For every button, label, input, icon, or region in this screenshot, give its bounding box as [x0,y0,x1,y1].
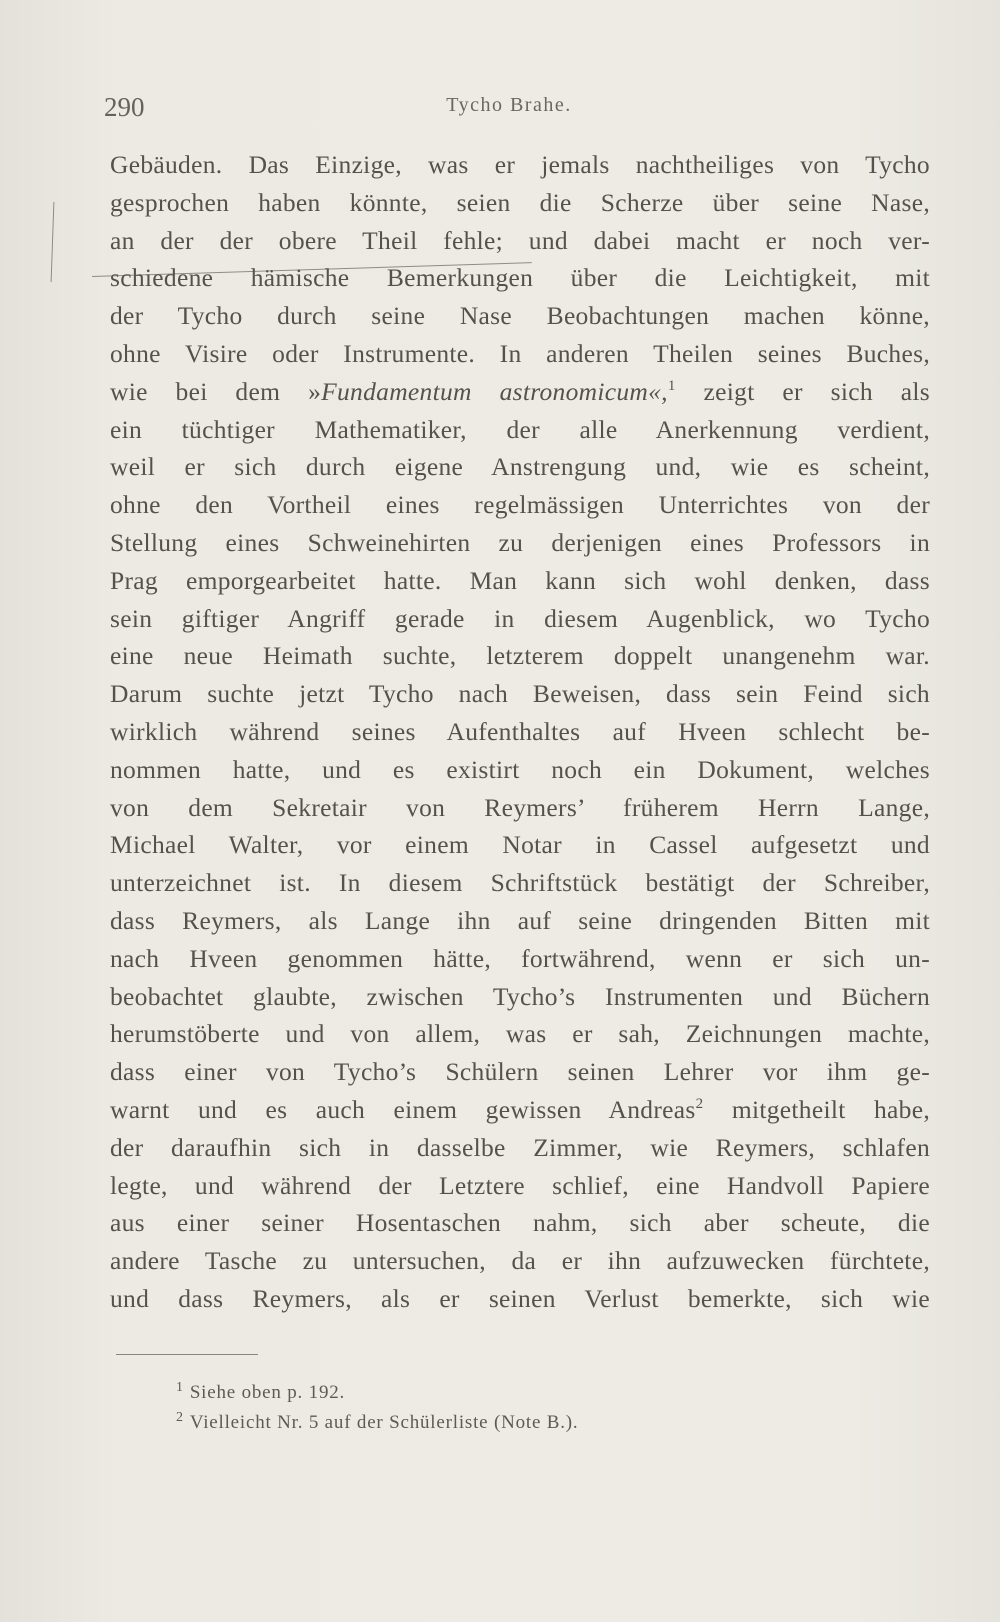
text-line: ein tüchtiger Mathematiker, der alle Anerkennung verdient, [110,414,930,444]
footnote-text: Vielleicht Nr. 5 auf der Schülerliste (Note B.). [189,1412,579,1433]
text-line: ohne den Vortheil eines regelmässigen Unterrichtes von der [110,490,930,520]
text-line [110,1091,930,1129]
text-segment: warnt und es auch einem gewissen Andreas [110,1094,696,1124]
footnote-reference: 1 [667,377,676,394]
text-segment: wie bei dem » [110,376,322,406]
text-line: dass einer von Tycho’s Schülern seinen Lehrer vor ihm ge- [110,1057,930,1087]
text-line: an der der obere Theil fehle; und dabei macht er noch ver- [110,225,930,255]
text-line: beobachtet glaubte, zwischen Tycho’s Instrumenten und Büchern [110,981,930,1011]
page-number: 290 [104,92,145,122]
text-line: ohne Visire oder Instrumente. In anderen Theilen seines Buches, [110,338,930,368]
text-line: nommen hatte, und es existirt noch ein Dokument, welches [110,754,930,784]
footnote-reference: 2 [695,1095,704,1112]
footnote-2 [176,1408,876,1438]
book-title-italic: Fundamentum astronomicum«, [321,376,668,406]
text-line: Michael Walter, vor einem Notar in Cassel aufgesetzt und [110,830,930,860]
text-line: legte, und während der Letztere schlief, eine Handvoll Papiere [110,1170,930,1200]
text-line: eine neue Heimath suchte, letzterem doppelt unangenehm war. [110,641,930,671]
text-line: der Tycho durch seine Nase Beobachtungen machen könne, [110,301,930,331]
footnote-marker: 1 [176,1380,184,1395]
text-line: gesprochen haben könnte, seien die Scherze über seine Nase, [110,187,930,217]
footnote-1 [176,1378,876,1408]
text-line: nach Hveen genommen hätte, fortwährend, wenn er sich un- [110,943,930,973]
text-line: wirklich während seines Aufenthaltes auf Hveen schlecht be- [110,716,930,746]
text-line: der daraufhin sich in dasselbe Zimmer, wie Reymers, schlafen [110,1132,930,1162]
text-line: herumstöberte und von allem, was er sah, Zeichnungen machte, [110,1019,930,1049]
text-line: Darum suchte jetzt Tycho nach Beweisen, dass sein Feind sich [110,679,930,709]
footnote-divider [116,1354,258,1355]
running-head [104,92,914,128]
text-line: unterzeichnet ist. In diesem Schriftstück bestätigt der Schreiber, [110,868,930,898]
text-segment: mitgetheilt habe, [703,1094,930,1124]
text-segment: zeigt er sich als [675,376,930,406]
text-line: schiedene hämische Bemerkungen über die Leichtigkeit, mit [110,263,930,293]
text-line: sein giftiger Angriff gerade in diesem Augenblick, wo Tycho [110,603,930,633]
footnote-text: Siehe oben p. 192. [189,1382,346,1403]
text-line: dass Reymers, als Lange ihn auf seine dringenden Bitten mit [110,905,930,935]
text-line [110,373,930,411]
footnote-marker: 2 [176,1410,184,1425]
pencil-margin-mark [51,202,55,282]
text-line: und dass Reymers, als er seinen Verlust bemerkte, sich wie [110,1283,930,1313]
footnotes [176,1378,876,1438]
text-line: Prag emporgearbeitet hatte. Man kann sich wohl denken, dass [110,565,930,595]
text-line: aus einer seiner Hosentaschen nahm, sich aber scheute, die [110,1208,930,1238]
text-line: andere Tasche zu untersuchen, da er ihn aufzuwecken fürchtete, [110,1246,930,1276]
running-title: Tycho Brahe. [446,94,572,116]
text-line: weil er sich durch eigene Anstrengung und, wie es scheint, [110,452,930,482]
body-text [110,146,930,1318]
text-line: Gebäuden. Das Einzige, was er jemals nachtheiliges von Tycho [110,150,930,179]
text-line: Stellung eines Schweinehirten zu derjenigen eines Professors in [110,527,930,557]
text-line: von dem Sekretair von Reymers’ früherem Herrn Lange, [110,792,930,822]
